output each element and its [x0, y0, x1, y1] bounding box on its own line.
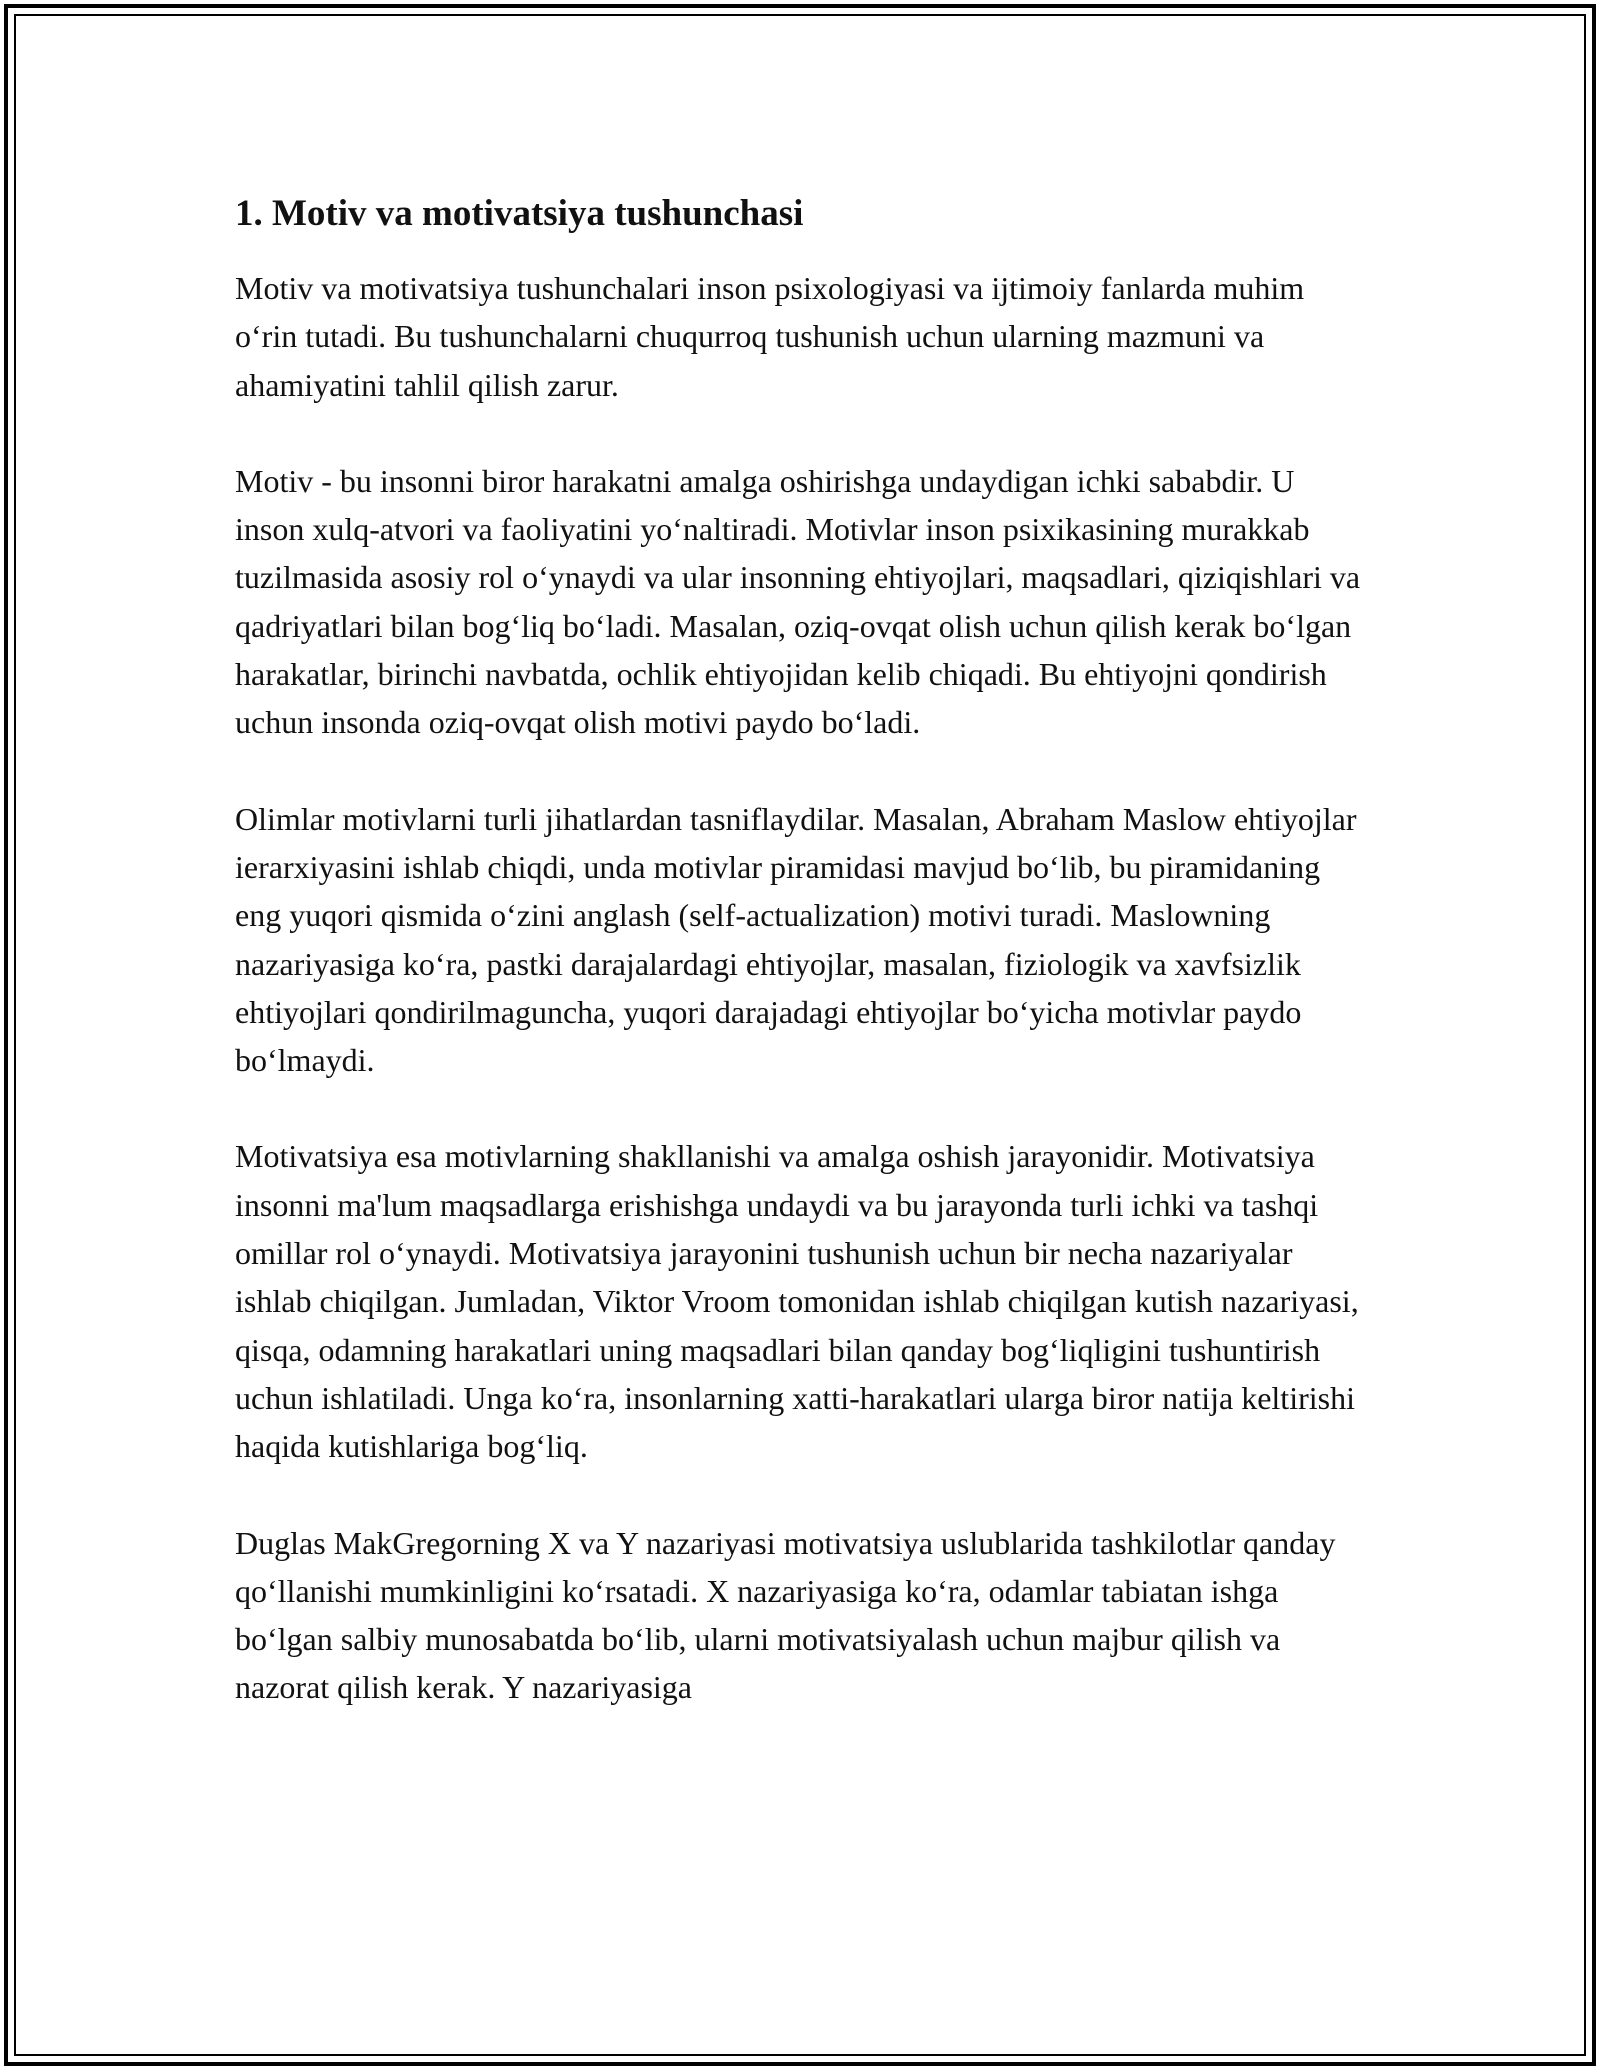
section-heading: 1. Motiv va motivatsiya tushunchasi: [235, 193, 804, 234]
paragraph-5: Duglas MakGregorning X va Y nazariyasi motivatsiya uslublarida tashkilotlar qanday qo‘llanishi mumkinligini ko‘rsatadi. X nazariyasiga ko‘ra, odamlar tabiatan ishga bo‘lgan salbiy munosabatda bo‘lib, ularni motivatsiyalash uchun majbur qilish va nazorat qilish kerak. Y nazariyasiga: [235, 1524, 1336, 1706]
paragraph-2: Motiv - bu insonni biror harakatni amalga oshirishga undaydigan ichki sababdir. U inson xulq-atvori va faoliyatini yo‘naltiradi. Motivlar inson psixikasining murakkab tuzilmasida asosiy rol o‘ynaydi va ular insonning ehtiyojlari, maqsadlari, qiziqishlari va qadriyatlari bilan bog‘liq bo‘ladi. Masalan, oziq-ovqat olish uchun qilish kerak bo‘lgan harakatlar, birinchi navbatda, ochlik ehtiyojidan kelib chiqadi. Bu ehtiyojni qondirish uchun insonda oziq-ovqat olish motivi paydo bo‘ladi.: [235, 462, 1361, 741]
document-body: [235, 188, 1365, 1760]
paragraph-4: Motivatsiya esa motivlarning shakllanishi va amalga oshish jarayonidir. Motivatsiya insonni ma'lum maqsadlarga erishishga undaydi va bu jarayonda turli ichki va tashqi omillar rol o‘ynaydi. Motivatsiya jarayonini tushunish uchun bir necha nazariyalar ishlab chiqilgan. Jumladan, Viktor Vroom tomonidan ishlab chiqilgan kutish nazariyasi, qisqa, odamning harakatlari uning maqsadlari bilan qanday bog‘liqligini tushuntirish uchun ishlatiladi. Unga ko‘ra, insonlarning xatti-harakatlari ularga biror natija keltirishi haqida kutishlariga bog‘liq.: [235, 1138, 1359, 1465]
paragraph-1: Motiv va motivatsiya tushunchalari inson psixologiyasi va ijtimoiy fanlarda muhim o‘rin tutadi. Bu tushunchalarni chuqurroq tushunish uchun ularning mazmuni va ahamiyatini tahlil qilish zarur.: [235, 270, 1305, 403]
paragraph-3: Olimlar motivlarni turli jihatlardan tasniflaydilar. Masalan, Abraham Maslow ehtiyojlar ierarxiyasini ishlab chiqdi, unda motivlar piramidasi mavjud bo‘lib, bu piramidaning eng yuqori qismida o‘zini anglash (self-actualization) motivi turadi. Maslowning nazariyasiga ko‘ra, pastki darajalardagi ehtiyojlar, masalan, fiziologik va xavfsizlik ehtiyojlari qondirilmaguncha, yuqori darajadagi ehtiyojlar bo‘yicha motivlar paydo bo‘lmaydi.: [235, 800, 1357, 1079]
